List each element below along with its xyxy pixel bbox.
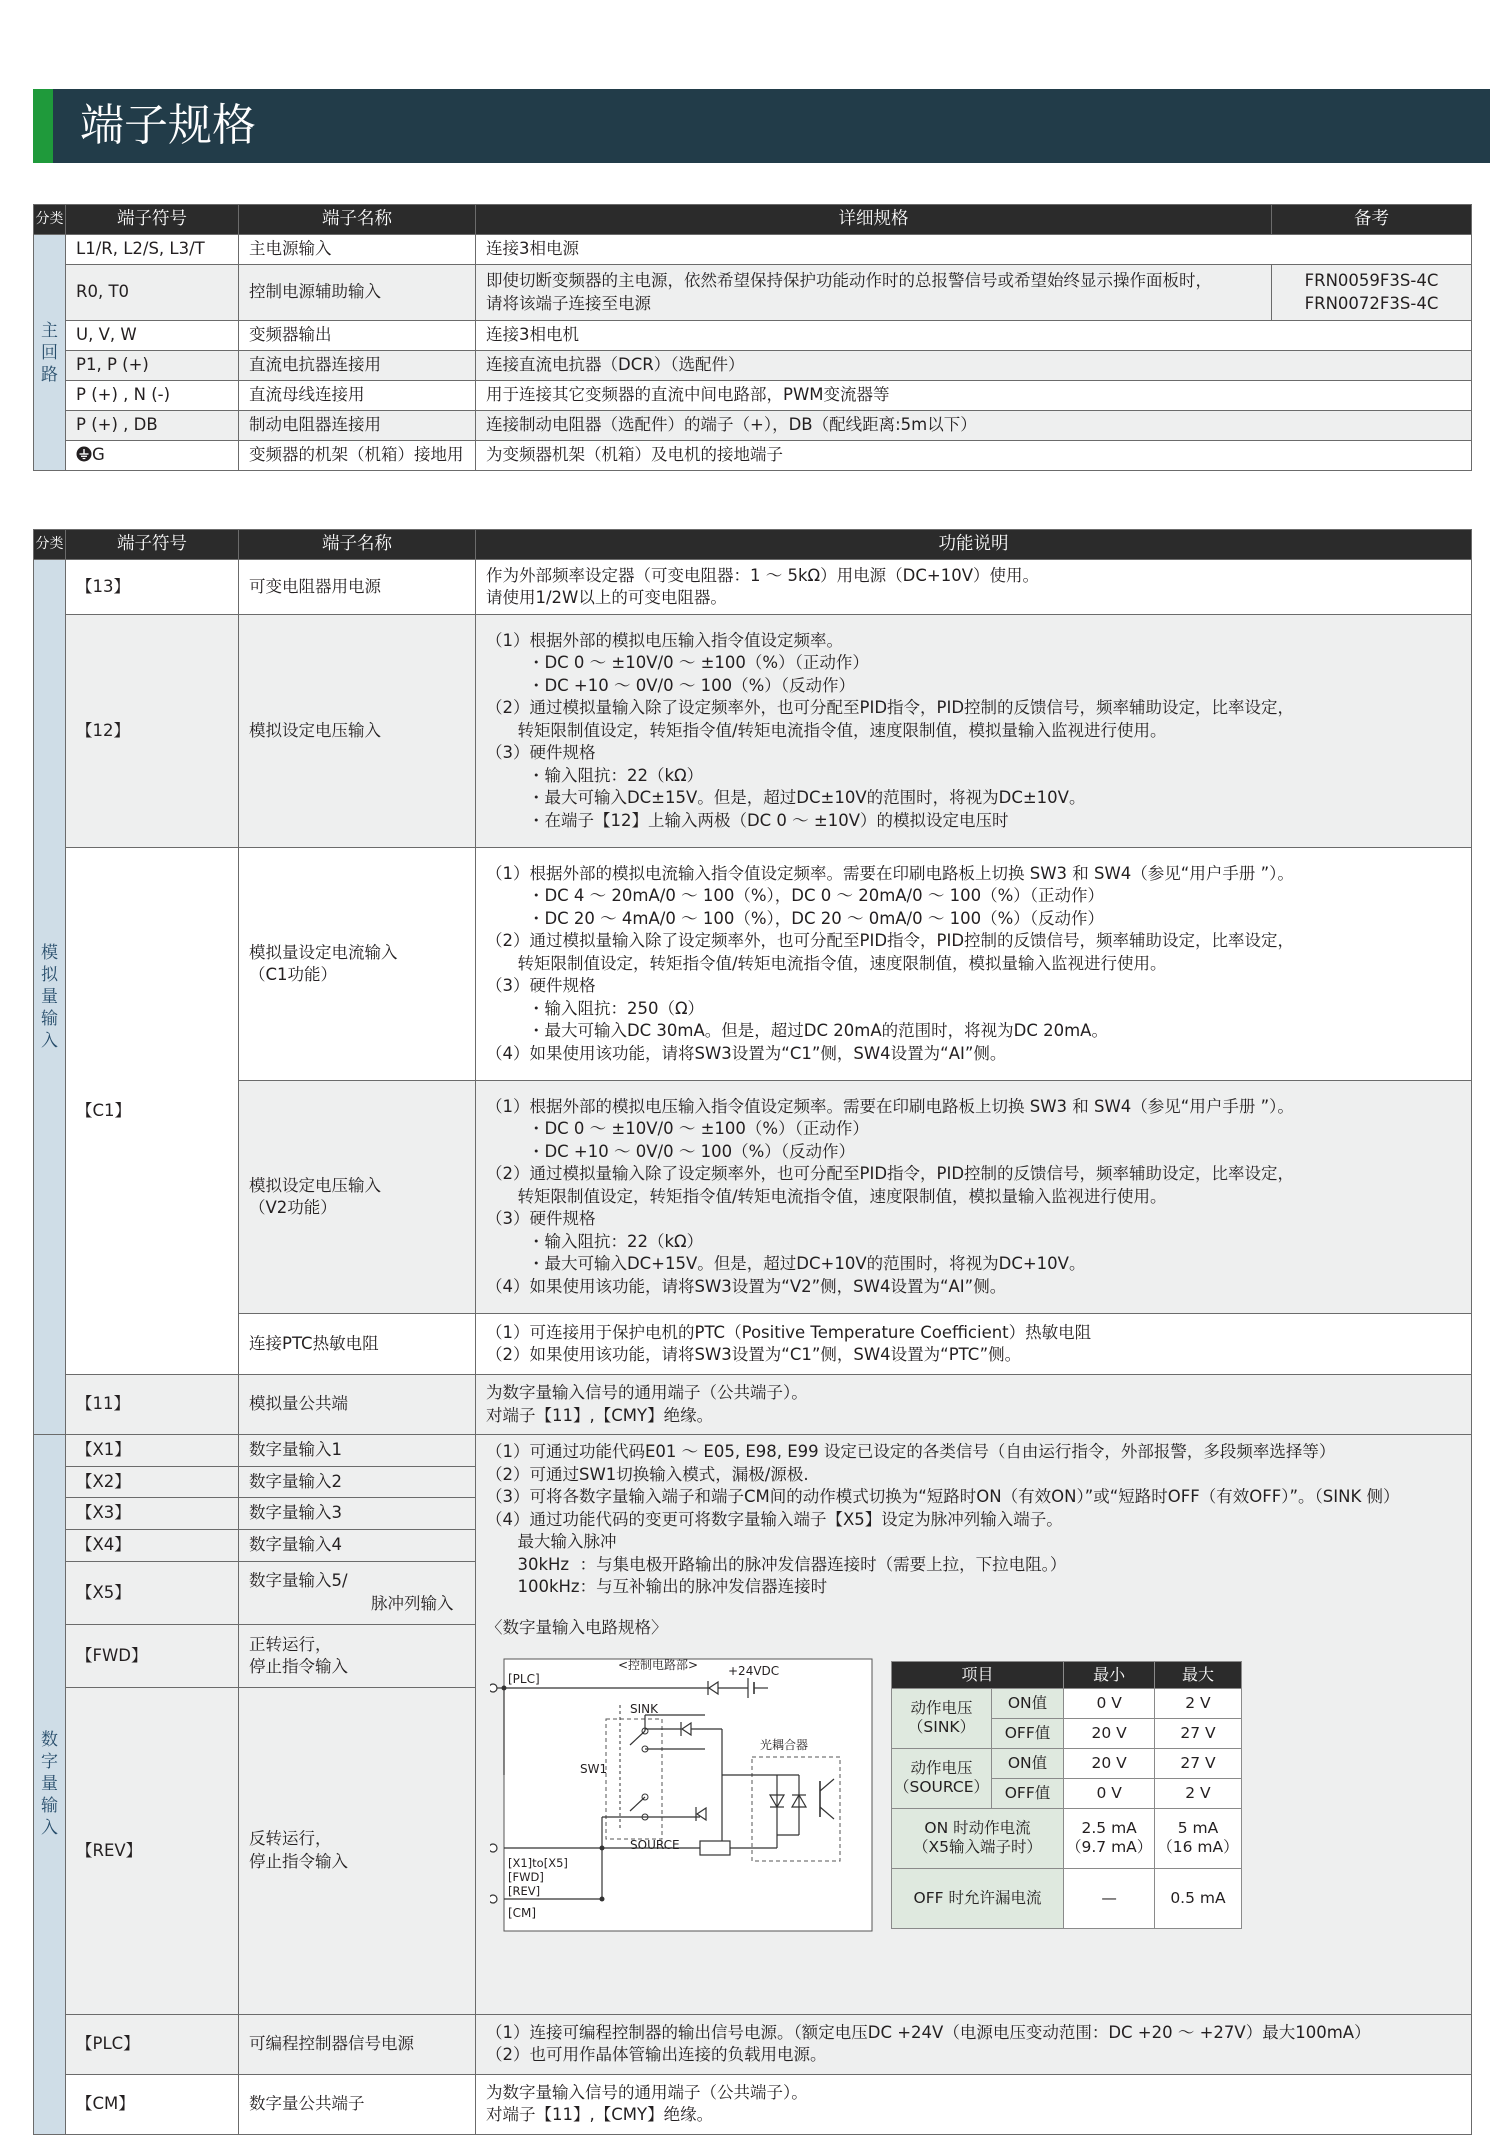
spec-value: 2 V [1155,1688,1241,1718]
spec-value: — [1064,1868,1155,1928]
terminal-spec: 连接制动电阻器（选配件）的端子（+），DB（配线距离:5m以下） [476,411,1472,441]
value-line: （16 mA） [1157,1838,1239,1856]
spec-value: 0 V [1064,1688,1155,1718]
note-line: FRN0059F3S-4C [1304,271,1439,290]
spec-line: 请将该端子连接至电源 [486,293,651,313]
name-line: 模拟设定电压输入 [249,1175,381,1195]
value-line: （9.7 mA） [1066,1838,1153,1856]
main-circuit-table [33,204,1472,471]
terminal-spec: 为变频器机架（机箱）及电机的接地端子 [476,441,1472,471]
spec-on-label: ON值 [992,1688,1064,1718]
desc-line: （3）硬件规格 [486,976,596,996]
header-symbol: 端子符号 [66,530,239,560]
terminal-symbol: 【X1】 [66,1435,239,1467]
header-name: 端子名称 [239,205,476,235]
terminal-symbol: 【11】 [66,1375,239,1435]
spec-off-leak-label: OFF 时允许漏电流 [892,1868,1064,1928]
table-row [34,411,1472,441]
table-row [34,2014,1472,2074]
desc-line: 请使用1/2W以上的可变电阻器。 [486,588,727,607]
circuit-label-optocoupler: 光耦合器 [760,1737,809,1752]
digital-input-circuit-diagram [490,1645,878,1933]
category-digital-input [34,1435,66,2135]
table-header-row [34,530,1472,560]
terminal-name: 直流母线连接用 [239,381,476,411]
spec-header-max: 最大 [1155,1661,1241,1688]
terminal-symbol: 【C1】 [66,848,239,1375]
terminal-name: 数字量输入3 [239,1498,476,1530]
terminal-name: 变频器输出 [239,321,476,351]
spec-value: 0.5 mA [1155,1868,1241,1928]
terminal-name [239,1624,476,1687]
spec-value: 0 V [1064,1778,1155,1808]
header-note: 备考 [1272,205,1472,235]
label-line: 动作电压 [910,1699,973,1717]
desc-line: （4）如果使用该功能，请将SW3设置为“V2”侧，SW4设置为“AI”侧。 [486,1276,1007,1296]
desc-line: （1）根据外部的模拟电压输入指令值设定频率。 [486,630,843,650]
category-char: 主 [41,320,58,341]
label-line: （SOURCE） [894,1778,989,1796]
header-spec: 详细规格 [476,205,1272,235]
desc-line: （2）也可用作晶体管输出连接的负载用电源。 [486,2045,827,2064]
spec-value: 20 V [1064,1748,1155,1778]
header-function: 功能说明 [476,530,1472,560]
desc-line: 转矩限制值设定，转矩指令值/转矩电流指令值，速度限制值，模拟量输入监视进行使用。 [486,1186,1167,1206]
terminal-desc [476,2074,1472,2134]
terminal-symbol: 【X5】 [66,1561,239,1624]
terminal-symbol: 【CM】 [66,2074,239,2134]
table-row [34,351,1472,381]
name-line: 正转运行， [249,1634,332,1654]
desc-line: （1）根据外部的模拟电流输入指令值设定频率。需要在印刷电路板上切换 SW3 和 SW4（参见“用户手册 ”）。 [486,863,1294,883]
terminal-symbol [66,441,239,471]
table-row [34,265,1472,321]
desc-line: （4）如果使用该功能，请将SW3设置为“C1”侧，SW4设置为“AI”侧。 [486,1043,1007,1063]
desc-line: ・DC +10 ～ 0V/0 ～ 100（%）（反动作） [486,675,855,695]
table-header-row [34,205,1472,235]
desc-line: ・DC 0 ～ ±10V/0 ～ ±100（%）（正动作） [486,653,869,673]
desc-line: 对端子【11】,【CMY】绝缘。 [486,2105,714,2124]
table-row [34,1314,1472,1375]
value-line: 5 mA [1177,1819,1219,1837]
desc-line: 转矩限制值设定，转矩指令值/转矩电流指令值，速度限制值，模拟量输入监视进行使用。 [486,720,1167,740]
terminal-symbol: P (+) , N (-) [66,381,239,411]
table-row [34,235,1472,265]
terminal-name: 模拟量公共端 [239,1375,476,1435]
terminal-spec: 连接3相电机 [476,321,1472,351]
terminal-desc [476,1314,1472,1375]
label-line: （SINK） [907,1718,976,1736]
terminal-symbol: 【13】 [66,560,239,615]
category-main-circuit [34,235,66,471]
category-char: 字 [41,1752,58,1773]
circuit-label-24vdc: +24VDC [728,1663,780,1678]
desc-line: ・输入阻抗：250（Ω） [486,998,705,1018]
header-category: 分类 [34,205,66,235]
terminal-name [239,1561,476,1624]
table-row [34,1375,1472,1435]
table-row [34,1081,1472,1314]
terminal-symbol: P1, P (+) [66,351,239,381]
terminal-name: 控制电源辅助输入 [239,265,476,321]
desc-line: ・输入阻抗：22（kΩ） [486,1231,704,1251]
ground-icon [76,446,92,462]
circuit-label-source: SOURCE [630,1837,680,1852]
name-line: 模拟量设定电流输入 [249,942,398,962]
category-char: 输 [41,1796,58,1817]
desc-line: 转矩限制值设定，转矩指令值/转矩电流指令值，速度限制值，模拟量输入监视进行使用。 [486,953,1167,973]
desc-line: ・DC 4 ～ 20mA/0 ～ 100（%），DC 0 ～ 20mA/0 ～ 100（%）（正动作） [486,886,1105,906]
name-line: （V2功能） [249,1198,337,1217]
desc-line: ・最大可输入DC±15V。但是，超过DC±10V的范围时，将视为DC±10V。 [486,788,1086,808]
desc-line: ・DC +10 ～ 0V/0 ～ 100（%）（反动作） [486,1141,855,1161]
terminal-spec [476,265,1272,321]
terminal-name: 连接PTC热敏电阻 [239,1314,476,1375]
terminal-symbol: 【REV】 [66,1688,239,2014]
title-accent [33,89,53,163]
table-row [34,2074,1472,2134]
input-terminal-table [33,529,1472,2135]
terminal-symbol: 【12】 [66,615,239,848]
desc-line: （2）如果使用该功能，请将SW3设置为“C1”侧，SW4设置为“PTC”侧。 [486,1345,1022,1364]
category-char: 模 [41,943,58,963]
category-char: 输 [41,1009,58,1029]
terminal-name: 主电源输入 [239,235,476,265]
desc-line: ・在端子【12】上输入两极（DC 0 ～ ±10V）的模拟设定电压时 [486,810,1009,830]
spec-sink-label [892,1688,992,1748]
terminal-spec: 连接直流电抗器（DCR）（选配件） [476,351,1472,381]
terminal-symbol: 【X2】 [66,1466,239,1498]
name-line: （C1功能） [249,965,338,984]
desc-line: ・DC 0 ～ ±10V/0 ～ ±100（%）（正动作） [486,1119,869,1139]
name-line: 停止指令输入 [249,1851,348,1871]
desc-line: （3）硬件规格 [486,743,596,763]
terminal-symbol: R0, T0 [66,265,239,321]
category-char: 入 [41,1818,58,1839]
circuit-label-sw1: SW1 [580,1761,608,1776]
terminal-name: 数字量公共端子 [239,2074,476,2134]
category-char: 路 [41,364,58,385]
circuit-label-cm: [CM] [508,1905,537,1920]
desc-line: （1）可通过功能代码E01 ～ E05, E98, E99 设定已设定的各类信号（自由运行指令，外部报警，多段频率选择等） [486,1442,1336,1461]
terminal-symbol: 【X4】 [66,1529,239,1561]
page-title: 端子规格 [80,100,256,151]
spec-on-current-label [892,1808,1064,1868]
name-line: 反转运行， [249,1829,332,1849]
category-char: 回 [41,342,58,363]
header-name: 端子名称 [239,530,476,560]
terminal-name: 数字量输入4 [239,1529,476,1561]
desc-line: ・输入阻抗：22（kΩ） [486,765,704,785]
category-char: 量 [41,1774,58,1795]
desc-line: 作为外部频率设定器（可变电阻器：1 ～ 5kΩ）用电源（DC+10V）使用。 [486,565,1039,585]
spec-source-label [892,1748,992,1808]
table-row [34,381,1472,411]
spec-heading: 〈数字量输入电路规格〉 [486,1617,668,1637]
spec-off-label: OFF值 [992,1718,1064,1748]
desc-line: ・最大可输入DC 30mA。但是，超过DC 20mA的范围时，将视为DC 20mA。 [486,1021,1108,1041]
desc-line: （2）通过模拟量输入除了设定频率外，也可分配至PID指令，PID控制的反馈信号，频率辅助设定，比率设定， [486,1164,1295,1184]
ground-symbol: G [92,445,105,465]
desc-line: 100kHz：与互补输出的脉冲发信器连接时 [486,1577,828,1596]
note-line: FRN0072F3S-4C [1304,293,1439,313]
table-row [34,1435,1472,1467]
label-line: （X5输入端子时） [913,1838,1042,1856]
terminal-symbol: 【PLC】 [66,2014,239,2074]
terminal-name [239,848,476,1081]
terminal-symbol: P (+) , DB [66,411,239,441]
spec-header-item: 项目 [892,1661,1064,1688]
desc-line: 最大输入脉冲 [486,1532,617,1551]
spec-value: 2 V [1155,1778,1241,1808]
desc-line: （3）硬件规格 [486,1209,596,1229]
circuit-label-plc: [PLC] [508,1671,540,1686]
terminal-desc [476,1375,1472,1435]
spec-value [1155,1808,1241,1868]
name-line: 数字量输入5/ [249,1571,348,1591]
terminal-name: 可编程控制器信号电源 [239,2014,476,2074]
terminal-desc [476,560,1472,615]
desc-line: ・DC 20 ～ 4mA/0 ～ 100（%），DC 20 ～ 0mA/0 ～ 100（%）（反动作） [486,908,1105,928]
spec-header-min: 最小 [1064,1661,1155,1688]
circuit-label-rev: [REV] [508,1883,541,1898]
terminal-spec: 连接3相电源 [476,235,1472,265]
table-row [34,321,1472,351]
desc-line: （4）通过功能代码的变更可将数字量输入端子【X5】设定为脉冲列输入端子。 [486,1509,1063,1529]
header-symbol: 端子符号 [66,205,239,235]
terminal-name: 数字量输入1 [239,1435,476,1467]
spec-value: 27 V [1155,1748,1241,1778]
terminal-desc [476,1081,1472,1314]
terminal-desc [476,2014,1472,2074]
desc-line: （2）通过模拟量输入除了设定频率外，也可分配至PID指令，PID控制的反馈信号，频率辅助设定，比率设定， [486,931,1295,951]
terminal-spec: 用于连接其它变频器的直流中间电路部，PWM变流器等 [476,381,1472,411]
desc-line: （1）可连接用于保护电机的PTC（Positive Temperature Coefficient）热敏电阻 [486,1322,1092,1342]
terminal-desc [476,848,1472,1081]
terminal-symbol: L1/R, L2/S, L3/T [66,235,239,265]
table-row [34,441,1472,471]
spec-value: 20 V [1064,1718,1155,1748]
terminal-symbol: 【FWD】 [66,1624,239,1687]
value-line: 2.5 mA [1081,1819,1137,1837]
desc-line: 为数字量输入信号的通用端子（公共端子）。 [486,2082,808,2102]
desc-line: 30kHz ：与集电极开路输出的脉冲发信器连接时（需要上拉，下拉电阻。） [486,1554,1067,1574]
digital-input-spec [486,1617,1461,2012]
terminal-name: 变频器的机架（机箱）接地用 [239,441,476,471]
category-char: 入 [41,1031,58,1051]
category-char: 数 [41,1730,58,1751]
terminal-note [1272,265,1472,321]
label-line: ON 时动作电流 [924,1819,1031,1837]
table-row [34,560,1472,615]
spec-on-label: ON值 [992,1748,1064,1778]
terminal-symbol: 【X3】 [66,1498,239,1530]
desc-line: （2）可通过SW1切换输入模式，漏极/源极. [486,1464,809,1484]
category-analog-input [34,560,66,1435]
terminal-name: 数字量输入2 [239,1466,476,1498]
table-row [34,615,1472,848]
name-line: 脉冲列输入 [371,1593,454,1613]
desc-line: （2）通过模拟量输入除了设定频率外，也可分配至PID指令，PID控制的反馈信号，频率辅助设定，比率设定， [486,698,1295,718]
desc-line: （1）根据外部的模拟电压输入指令值设定频率。需要在印刷电路板上切换 SW3 和 SW4（参见“用户手册 ”）。 [486,1096,1294,1116]
desc-line: 对端子【11】,【CMY】绝缘。 [486,1405,714,1425]
terminal-desc [476,615,1472,848]
circuit-label-control: <控制电路部> [618,1657,699,1672]
spec-line: 即使切断变频器的主电源，依然希望保持保护功能动作时的总报警信号或希望始终显示操作面板时， [486,271,1212,290]
desc-line: （3）可将各数字量输入端子和端子CM间的动作模式切换为“短路时ON（有效ON）”或“短路时OFF（有效OFF）”。（SINK 侧） [486,1487,1400,1506]
terminal-name: 模拟设定电压输入 [239,615,476,848]
category-char: 量 [41,987,58,1007]
terminal-symbol: U, V, W [66,321,239,351]
circuit-label-x-terminals: [X1]to[X5] [508,1855,568,1870]
category-char: 拟 [41,965,58,985]
desc-line: 为数字量输入信号的通用端子（公共端子）。 [486,1383,808,1402]
desc-line: （1）连接可编程控制器的输出信号电源。（额定电压DC +24V（电源电压变动范围：DC +20 ～ +27V）最大100mA） [486,2022,1371,2042]
name-line: 停止指令输入 [249,1657,348,1677]
terminal-name [239,1688,476,2014]
spec-value [1064,1808,1155,1868]
terminal-name: 可变电阻器用电源 [239,560,476,615]
title-bar [33,89,1490,163]
header-category: 分类 [34,530,66,560]
desc-line: ・最大可输入DC+15V。但是，超过DC+10V的范围时，将视为DC+10V。 [486,1254,1086,1274]
spec-value: 27 V [1155,1718,1241,1748]
digital-desc [476,1435,1472,2015]
table-row [34,848,1472,1081]
terminal-name: 制动电阻器连接用 [239,411,476,441]
digital-input-spec-table [891,1661,1242,1929]
circuit-label-fwd: [FWD] [508,1869,544,1884]
spec-off-label: OFF值 [992,1778,1064,1808]
terminal-name [239,1081,476,1314]
terminal-name: 直流电抗器连接用 [239,351,476,381]
label-line: 动作电压 [910,1759,973,1777]
circuit-label-sink: SINK [630,1701,659,1716]
